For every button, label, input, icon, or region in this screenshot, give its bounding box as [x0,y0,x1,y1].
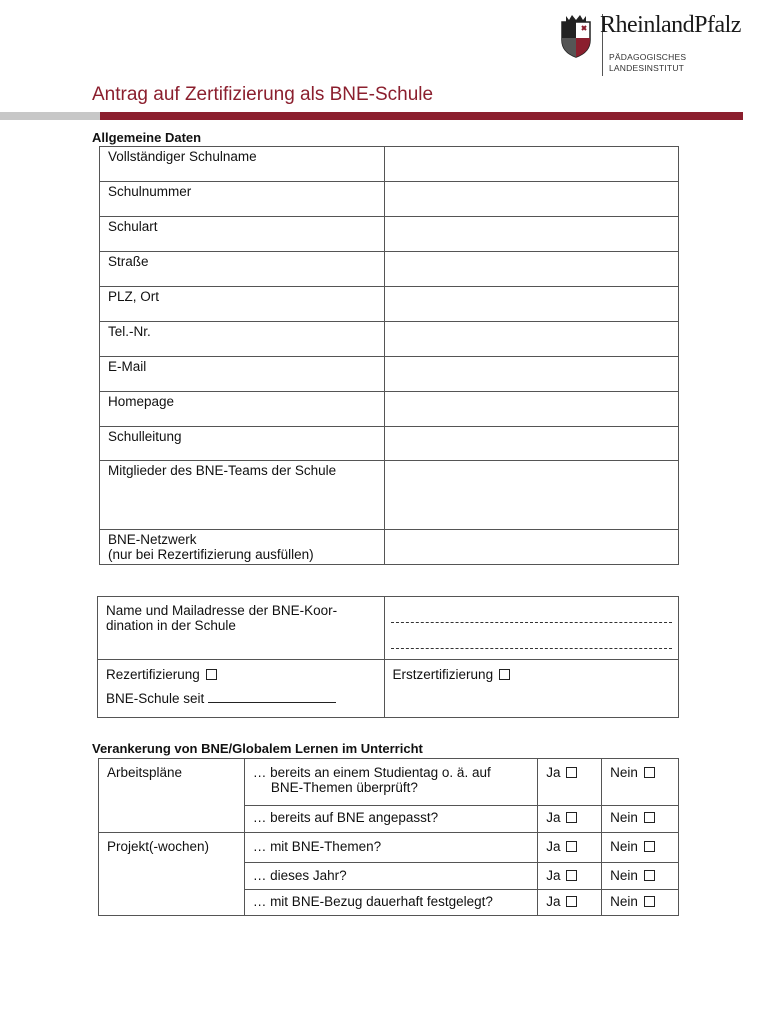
input-plz-ort[interactable] [384,287,678,322]
yes-checkbox[interactable] [566,896,577,907]
yes-checkbox[interactable] [566,812,577,823]
no-option [602,806,679,833]
coordination-table [97,596,679,718]
no-label: Nein [610,894,638,909]
label-strasse: Straße [100,252,385,287]
coord-line2: dination in der Schule [106,618,236,633]
yes-option [538,863,602,890]
yes-checkbox[interactable] [566,870,577,881]
input-strasse[interactable] [384,252,678,287]
no-label: Nein [610,868,638,883]
network-line2: (nur bei Rezertifizierung ausfüllen) [108,547,314,562]
brand-logo-text: RheinlandPfalz [600,12,741,38]
input-schulleitung[interactable] [384,427,678,461]
input-telefon[interactable] [384,322,678,357]
label-schulleitung: Schulleitung [100,427,385,461]
logo-sub-line2: LANDESINSTITUT [609,63,685,73]
yes-checkbox[interactable] [566,841,577,852]
no-label: Nein [610,765,638,780]
q1-line2: BNE-Themen überprüft? [270,780,418,795]
erstzertifizierung-checkbox[interactable] [499,669,510,680]
rezertifizierung-checkbox[interactable] [206,669,217,680]
brand-logo-subtitle [609,52,686,74]
label-schulnummer: Schulnummer [100,182,385,217]
label-bne-netzwerk [100,530,385,565]
question-dieses-jahr: … dieses Jahr? [244,863,537,890]
q1-line1: … bereits an einem Studientag o. ä. auf [252,765,491,780]
document-title: Antrag auf Zertifizierung als BNE-Schule [92,84,434,105]
logo-sub-line1: PÄDAGOGISCHES [609,52,687,62]
erstzertifizierung-cell [384,660,678,718]
input-schulnummer[interactable] [384,182,678,217]
input-schulname[interactable] [384,147,678,182]
yes-label: Ja [546,894,561,909]
anchoring-heading: Verankerung von BNE/Globalem Lernen im Unterricht [92,741,423,756]
no-option [602,863,679,890]
input-email[interactable] [384,357,678,392]
no-option [602,890,679,916]
bne-schule-seit-input[interactable] [208,690,336,703]
label-bne-koordination [98,597,385,660]
yes-label: Ja [546,839,561,854]
label-bne-team: Mitglieder des BNE-Teams der Schule [100,461,385,530]
question-bne-themen: … mit BNE-Themen? [244,833,537,863]
rezertifizierung-label: Rezertifizierung [106,667,200,682]
question-dauerhaft: … mit BNE-Bezug dauerhaft festgelegt? [244,890,537,916]
label-schulname: Vollständiger Schulname [100,147,385,182]
yes-label: Ja [546,765,561,780]
title-rule-red [100,112,743,120]
input-bne-netzwerk[interactable] [384,530,678,565]
label-email: E-Mail [100,357,385,392]
yes-option [538,890,602,916]
coat-of-arms-icon [558,14,594,58]
no-checkbox[interactable] [644,870,655,881]
no-option [602,833,679,863]
yes-option [538,759,602,806]
yes-checkbox[interactable] [566,767,577,778]
no-label: Nein [610,839,638,854]
arbeitsplaene-label: Arbeitspläne [99,759,245,833]
dotted-entry-line [391,648,672,649]
no-checkbox[interactable] [644,841,655,852]
network-line1: BNE-Netzwerk [108,532,197,547]
coord-line1: Name und Mailadresse der BNE-Koor- [106,603,338,618]
yes-label: Ja [546,868,561,883]
general-data-table [99,146,679,565]
input-bne-team[interactable] [384,461,678,530]
no-option [602,759,679,806]
rezertifizierung-cell [98,660,385,718]
erstzertifizierung-label: Erstzertifizierung [392,667,494,682]
yes-label: Ja [546,810,561,825]
question-angepasst: … bereits auf BNE angepasst? [244,806,537,833]
question-studientag [244,759,537,806]
projekt-label: Projekt(-wochen) [99,833,245,916]
no-checkbox[interactable] [644,767,655,778]
label-telefon: Tel.-Nr. [100,322,385,357]
no-checkbox[interactable] [644,896,655,907]
input-bne-koordination[interactable] [384,597,678,660]
title-rule-grey [0,112,100,120]
yes-option [538,806,602,833]
label-schulart: Schulart [100,217,385,252]
no-checkbox[interactable] [644,812,655,823]
input-homepage[interactable] [384,392,678,427]
bne-schule-seit-label: BNE-Schule seit [106,691,205,706]
input-schulart[interactable] [384,217,678,252]
yes-option [538,833,602,863]
label-plz-ort: PLZ, Ort [100,287,385,322]
no-label: Nein [610,810,638,825]
general-data-heading: Allgemeine Daten [92,130,202,145]
label-homepage: Homepage [100,392,385,427]
anchoring-table [98,758,679,916]
